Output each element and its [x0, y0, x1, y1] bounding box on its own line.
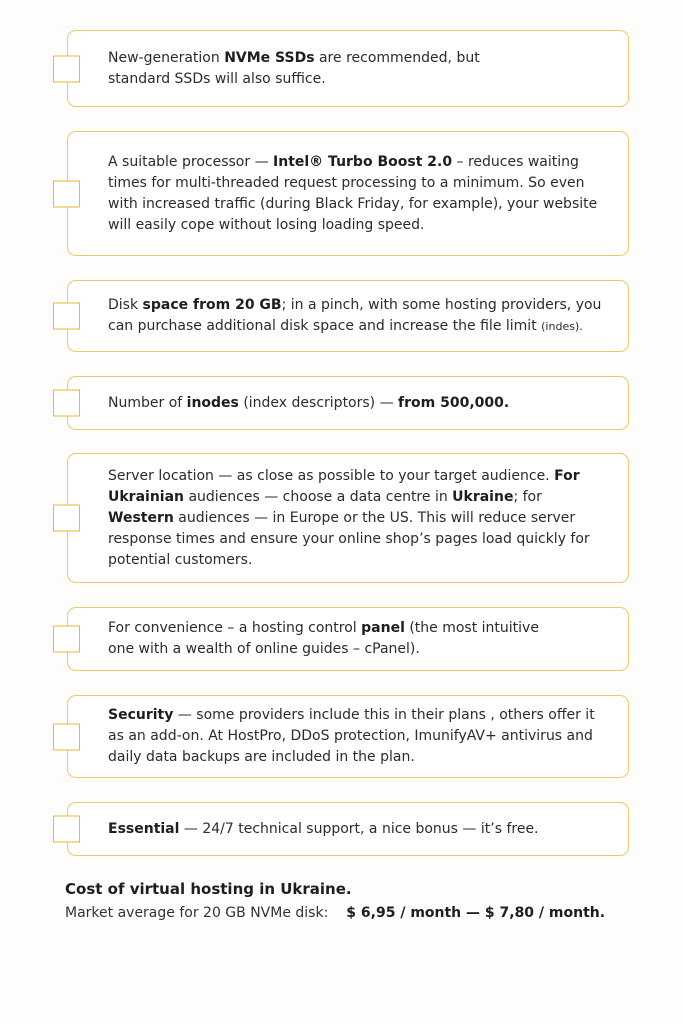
bold-text: For Ukrainian [108, 467, 580, 505]
checkbox-icon[interactable] [53, 180, 80, 207]
item-text [108, 152, 603, 236]
checklist-item-ssd [67, 30, 629, 107]
checkbox-icon[interactable] [53, 505, 80, 532]
bold-text: from 500,000. [398, 394, 510, 411]
bold-text: NVMe SSDs [224, 49, 315, 66]
plain-text: – reduces waiting times for multi-threaded request processing to a minimum. So even with increased traffic (during Black Friday, for example), your website will easily cope without losing loading speed. [108, 153, 598, 233]
plain-text: Server location — as close as possible to your target audience. [108, 467, 555, 484]
bold-text: Intel® Turbo Boost 2.0 [273, 153, 453, 170]
bold-text: Ukraine [452, 488, 514, 505]
item-text [108, 295, 614, 337]
cost-line [65, 905, 605, 921]
plain-text: — 24/7 technical support, a nice bonus — it’s free. [179, 820, 539, 837]
item-text [108, 819, 608, 840]
checklist-item-inodes [67, 376, 629, 430]
plain-text: ; in a pinch, with some hosting providers, you can purchase additional disk space and increase the file limit [108, 297, 602, 334]
cost-label: Market average for 20 GB NVMe disk: [65, 905, 329, 921]
item-text [108, 48, 528, 90]
bold-text: inodes [186, 394, 239, 411]
checkbox-icon[interactable] [53, 626, 80, 653]
plain-text: Number of [108, 394, 187, 411]
item-text [108, 705, 603, 768]
item-text [108, 618, 568, 660]
checklist-item-control-panel [67, 607, 629, 671]
bold-text: space from 20 GB [142, 297, 282, 313]
checkbox-icon[interactable] [53, 55, 80, 82]
plain-text: audiences — in Europe or the US. This will reduce server response times and ensure your online shop’s pages load quickly for potential customers. [108, 509, 590, 568]
cost-title: Cost of virtual hosting in Ukraine. [65, 880, 352, 898]
checkbox-icon[interactable] [53, 390, 80, 417]
plain-text: are recommended, but standard SSDs will also suffice. [108, 49, 480, 87]
bold-text: panel [361, 620, 405, 636]
checkbox-icon[interactable] [53, 816, 80, 843]
plain-text: (index descriptors) — [238, 394, 399, 411]
plain-text: A suitable processor — [108, 153, 274, 170]
small-text: (indes). [541, 320, 583, 333]
bold-text: Essential [108, 820, 180, 837]
plain-text: — some providers include this in their plans , others offer it as an add-on. At HostPro, DDoS protection, ImunifyAV+ antivirus and daily data backups are included in the plan. [108, 707, 595, 765]
cost-price: $ 6,95 / month — $ 7,80 / month. [346, 905, 606, 921]
checklist-item-disk-space [67, 280, 629, 352]
plain-text: Disk [108, 297, 143, 313]
bold-text: Western [108, 509, 174, 526]
plain-text: New-generation [108, 49, 225, 66]
checkbox-icon[interactable] [53, 723, 80, 750]
checklist-item-security [67, 695, 629, 778]
plain-text: audiences — choose a data centre in [184, 488, 453, 505]
plain-text: (the most intuitive one with a wealth of online guides – cPanel). [108, 620, 539, 657]
checklist-item-support [67, 802, 629, 856]
checklist-item-server-location [67, 453, 629, 583]
checklist-item-processor [67, 131, 629, 256]
bold-text: Security [108, 707, 174, 723]
item-text [108, 393, 608, 414]
checkbox-icon[interactable] [53, 303, 80, 330]
plain-text: For convenience – a hosting control [108, 620, 362, 636]
plain-text: ; for [513, 488, 542, 505]
item-text [108, 466, 603, 571]
